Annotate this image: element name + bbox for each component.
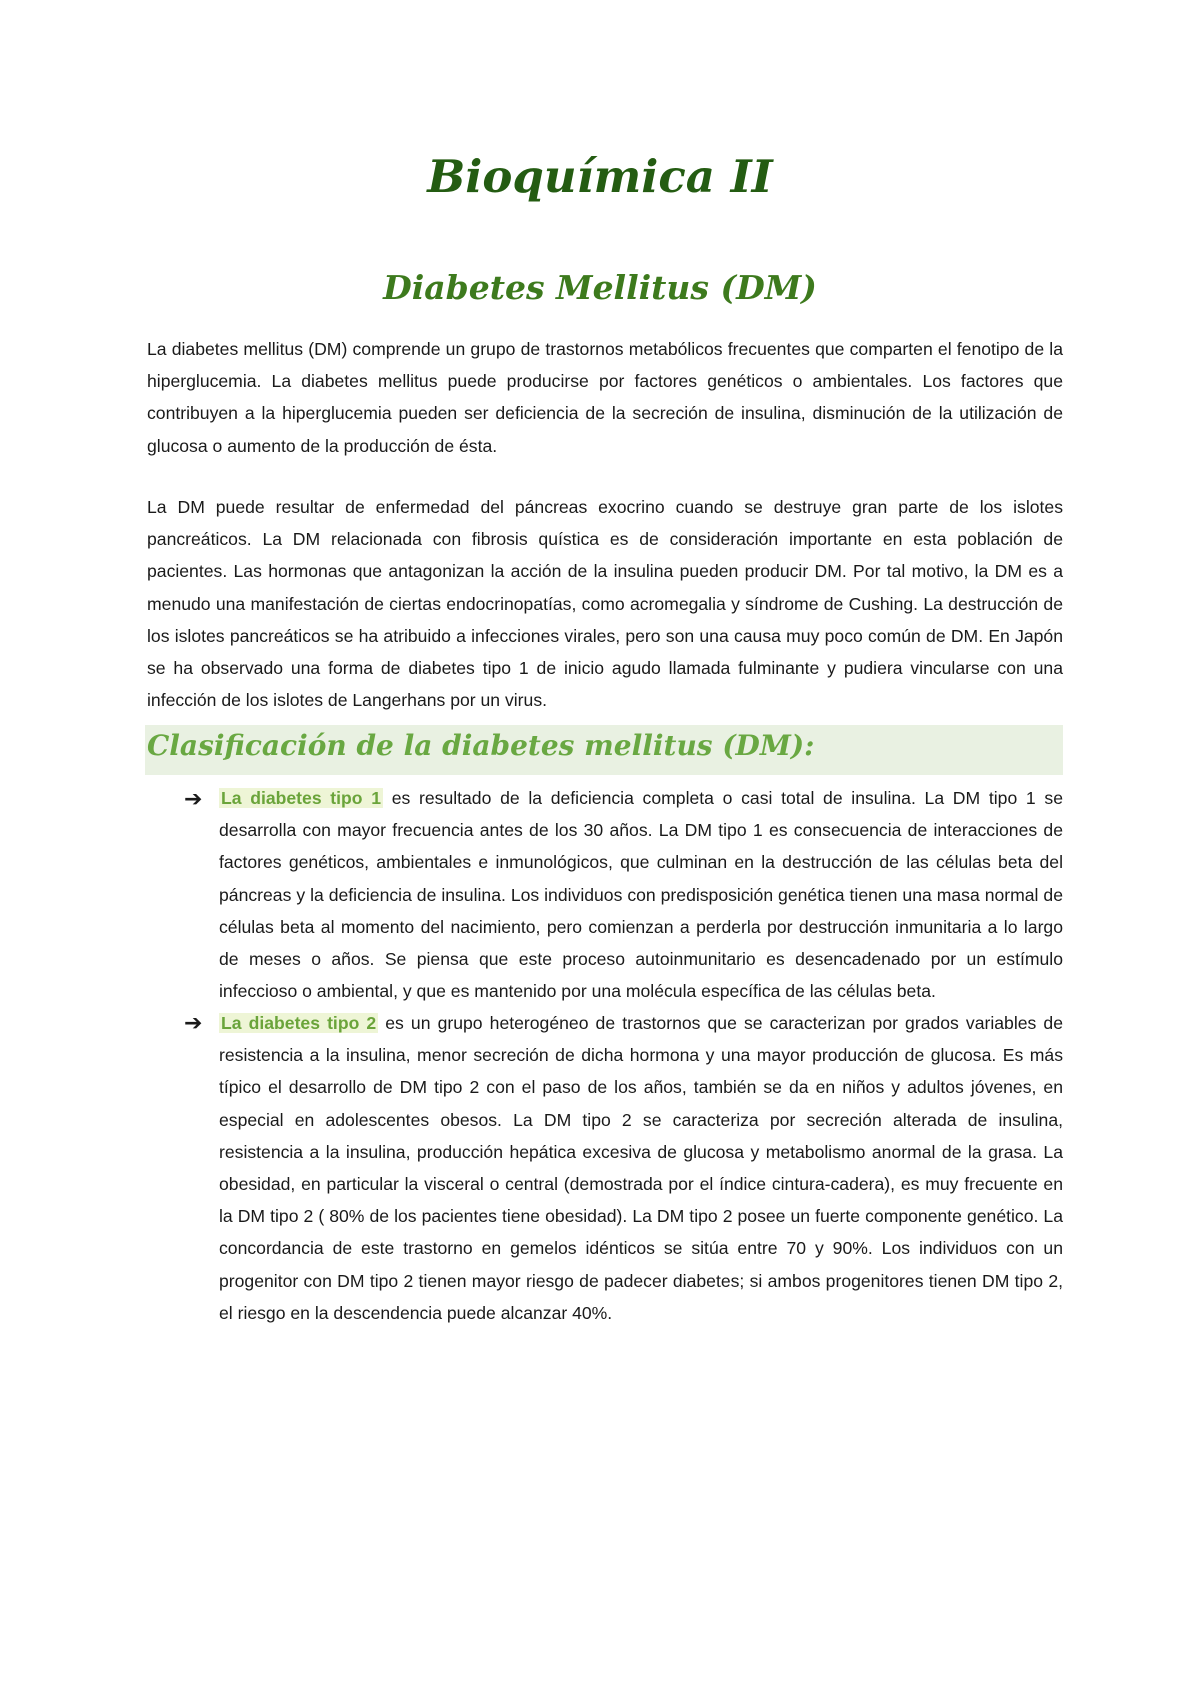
arrow-right-icon: ➔ <box>184 787 203 812</box>
term-highlight-type-1: La diabetes tipo 1 <box>221 788 382 808</box>
arrow-right-icon: ➔ <box>184 1011 203 1036</box>
paragraph-intro: La diabetes mellitus (DM) comprende un grupo de trastornos metabólicos frecuentes que comparten el fenotipo de la hiperglucemia. La diabetes mellitus puede producirse por factores genéticos o ambientales. Los factores que contribuyen a la hiperglucemia pueden ser deficiencia de la secreción de insulina, disminución de la utilización de glucosa o aumento de la producción de ésta. <box>147 339 1063 456</box>
paragraph-causes: La DM puede resultar de enfermedad del páncreas exocrino cuando se destruye gran parte de los islotes pancreáticos. La DM relacionada con fibrosis quística es de consideración importante en esta población de pacientes. Las hormonas que antagonizan la acción de la insulina pueden producir DM. Por tal motivo, la DM es a menudo una manifestación de ciertas endocrinopatías, como acromegalia y síndrome de Cushing. La destrucción de los islotes pancreáticos se ha atribuido a infecciones virales, pero son una causa muy poco común de DM. En Japón se ha observado una forma de diabetes tipo 1 de inicio agudo llamada fulminante y pudiera vincularse con una infección de los islotes de Langerhans por un virus. <box>147 497 1063 711</box>
list-item-text: es resultado de la deficiencia completa o casi total de insulina. La DM tipo 1 se desarrolla con mayor frecuencia antes de los 30 años. La DM tipo 1 es consecuencia de interacciones de factores genéticos, ambientales e inmunológicos, que culminan en la destrucción de las células beta del páncreas y la deficiencia de insulina. Los individuos con predisposición genética tienen una masa normal de células beta al momento del nacimiento, pero comienzan a perderla por destrucción inmunitaria a lo largo de meses o años. Se piensa que este proceso autoinmunitario es desencadenado por un estímulo infeccioso o ambiental, y que es mantenido por una molécula específica de las células beta. <box>219 788 1063 1002</box>
list-item-type-1 <box>219 782 1063 1007</box>
classification-heading: Clasificación de la diabetes mellitus (DM): <box>147 729 815 762</box>
list-item-type-2 <box>219 1007 1063 1329</box>
document-title: Bioquímica II <box>427 150 773 203</box>
section-title: Diabetes Mellitus (DM) <box>383 268 817 307</box>
term-highlight-type-2: La diabetes tipo 2 <box>221 1013 377 1033</box>
list-item-text: es un grupo heterogéneo de trastornos que se caracterizan por grados variables de resistencia a la insulina, menor secreción de dicha hormona y una mayor producción de glucosa. Es más típico el desarrollo de DM tipo 2 con el paso de los años, también se da en niños y adultos jóvenes, en especial en adolescentes obesos. La DM tipo 2 se caracteriza por secreción alterada de insulina, resistencia a la insulina, producción hepática excesiva de glucosa y metabolismo anormal de la grasa. La obesidad, en particular la visceral o central (demostrada por el índice cintura-cadera), es muy frecuente en la DM tipo 2 ( 80% de los pacientes tiene obesidad). La DM tipo 2 posee un fuerte componente genético. La concordancia de este trastorno en gemelos idénticos se sitúa entre 70 y 90%. Los individuos con un progenitor con DM tipo 2 tienen mayor riesgo de padecer diabetes; si ambos progenitores tienen DM tipo 2, el riesgo en la descendencia puede alcanzar 40%. <box>219 1013 1063 1323</box>
